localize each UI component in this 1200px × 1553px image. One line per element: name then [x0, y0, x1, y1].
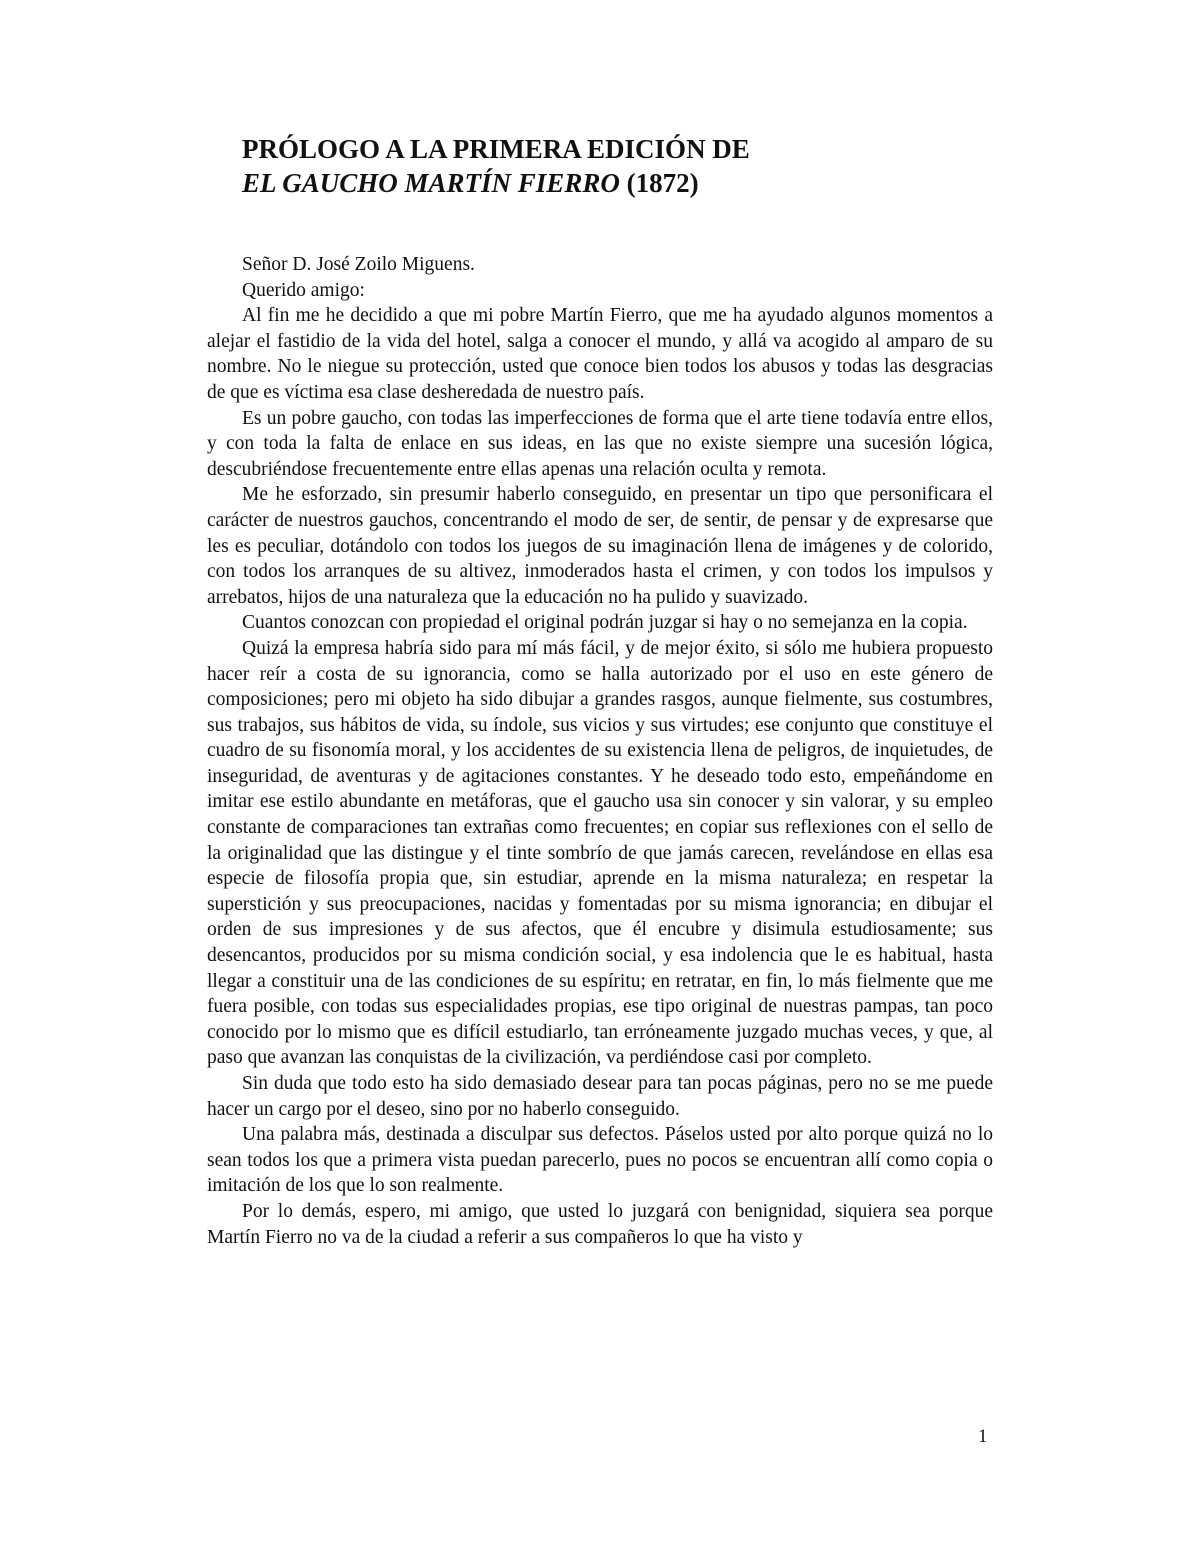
- paragraph: Sin duda que todo esto ha sido demasiado desear para tan pocas páginas, pero no se me puede hacer un cargo por el deseo, sino por no haberlo conseguido.: [207, 1073, 993, 1120]
- paragraph: Al fin me he decidido a que mi pobre Martín Fierro, que me ha ayudado algunos momentos a alejar el fastidio de la vida del hotel, salga a conocer el mundo, y allá va acogido al amparo de su nombre. No le niegue su protección, usted que conoce bien todos los abusos y todas las desgracias de que es víctima esa clase desheredada de nuestro país.: [207, 305, 993, 403]
- salutation-greeting: Querido amigo:: [242, 279, 365, 301]
- paragraph: Quizá la empresa habría sido para mí más fácil, y de mejor éxito, si sólo me hubiera propuesto hacer reír a costa de su ignorancia, como se halla autorizado por el uso en este género de composiciones; pero mi objeto ha sido dibujar a grandes rasgos, aunque fielmente, sus costumbres, sus trabajos, sus hábitos de vida, su índole, sus vicios y sus virtudes; ese conjunto que constituye el cuadro de su fisonomía moral, y los accidentes de su existencia llena de peligros, de inquietudes, de inseguridad, de aventuras y de agitaciones constantes. Y he deseado todo esto, empeñándome en imitar ese estilo abundante en metáforas, que el gaucho usa sin conocer y sin valorar, y su empleo constante de comparaciones tan extrañas como frecuentes; en copiar sus reflexiones con el sello de la originalidad que las distingue y el tinte sombrío de que jamás carecen, revelándose en ellas esa especie de filosofía propia que, sin estudiar, aprende en la misma naturaleza; en respetar la superstición y sus preocupaciones, nacidas y fomentadas por su misma ignorancia; en dibujar el orden de sus impresiones y de sus afectos, que él encubre y disimula estudiosamente; sus desencantos, producidos por su misma condición social, y esa indolencia que le es habitual, hasta llegar a constituir una de las condiciones de su espíritu; en retratar, en fin, lo más fielmente que me fuera posible, con todas sus especialidades propias, ese tipo original de nuestras pampas, tan poco conocido por lo mismo que es difícil estudiarlo, tan erróneamente juzgado muchas veces, y que, al paso que avanzan las conquistas de la civilización, va perdiéndose casi por completo.: [207, 637, 993, 1069]
- title-line-2: [242, 166, 1002, 200]
- page-title: [242, 132, 1002, 200]
- body-text: [207, 252, 993, 1250]
- title-book-name: EL GAUCHO MARTÍN FIERRO: [242, 168, 620, 198]
- paragraph: Es un pobre gaucho, con todas las imperfecciones de forma que el arte tiene todavía entre ellos, y con toda la falta de enlace en sus ideas, en las que no existe siempre una sucesión lógica, descubriéndose frecuentemente entre ellas apenas una relación oculta y remota.: [207, 407, 993, 480]
- paragraph: Me he esforzado, sin presumir haberlo conseguido, en presentar un tipo que personificara el carácter de nuestros gauchos, concentrando el modo de ser, de sentir, de pensar y de expresarse que les es peculiar, dotándolo con todos los juegos de su imaginación llena de imágenes y de colorido, con todos los arranques de su altivez, inmoderados hasta el crimen, y con todos los impulsos y arrebatos, hijos de una naturaleza que la educación no ha pulido y suavizado.: [207, 484, 993, 608]
- title-line-1: PRÓLOGO A LA PRIMERA EDICIÓN DE: [242, 134, 750, 164]
- title-year: (1872): [619, 168, 699, 198]
- page-number: 1: [978, 1426, 988, 1447]
- paragraph: Cuantos conozcan con propiedad el original podrán juzgar si hay o no semejanza en la copia.: [242, 612, 968, 634]
- paragraph: Por lo demás, espero, mi amigo, que usted lo juzgará con benignidad, siquiera sea porque Martín Fierro no va de la ciudad a referir a sus compañeros lo que ha visto y: [207, 1200, 993, 1248]
- salutation-name: Señor D. José Zoilo Miguens.: [242, 254, 475, 275]
- paragraph: Una palabra más, destinada a disculpar sus defectos. Páselos usted por alto porque quizá no lo sean todos los que a primera vista puedan parecerlo, pues no pocos se encuentran allí como copia o imitación de los que lo son realmente.: [207, 1124, 993, 1197]
